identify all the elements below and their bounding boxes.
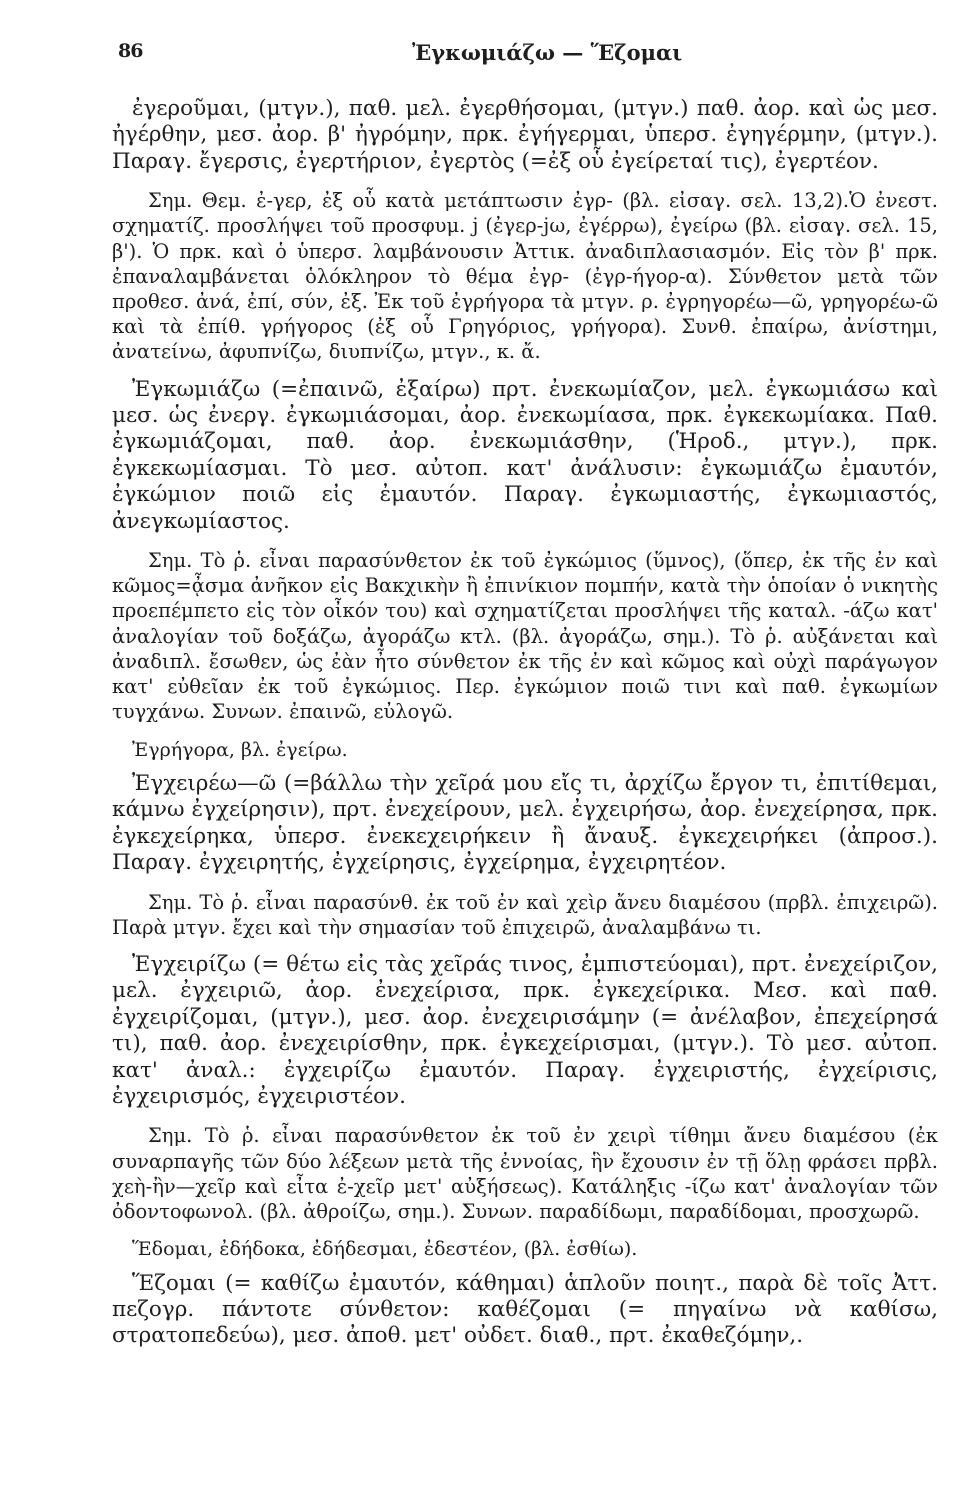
note-egcheirizo: Σημ. Τὸ ῥ. εἶναι παρασύνθετον ἐκ τοῦ ἐν χειρὶ τίθημι ἄνευ διαμέσου (ἐκ συναρπαγῆς τῶν δύο λέξεων μετὰ τῆς ἐννοίας, ἣν ἔχουσιν ἐν τῇ ὅλῃ φράσει πρβλ. χεὴ-ἢν—χεῖρ καὶ εἶτα ἐ-χεῖρ μετ' αὐξήσεως). Κατάληξις -ίζω κατ' ἀναλογίαν τῶν ὀδοντοφωνολ. (βλ. ἀθροίζω, σημ.). Συνων. παραδίδωμι, παραδίδομαι, προσχωρῶ. bbox=[112, 1124, 938, 1223]
entry-egregora: Ἐγρήγορα, βλ. ἐγείρω. bbox=[132, 738, 348, 761]
entry-ezomai: Ἕζομαι (= καθίζω ἐμαυτόν, κάθημαι) ἁπλοῦν ποιητ., παρὰ δὲ τοῖς Ἀττ. πεζογρ. πάντοτε σύνθετον: καθέζομαι (= πηγαίνω νὰ καθίσω, στρατοπεδεύω), μεσ. ἀποθ. μετ' οὐδετ. διαθ., πρτ. ἐκαθεζόμην,. bbox=[112, 1270, 938, 1349]
page-header bbox=[118, 34, 898, 74]
entry-edomai: Ἕδομαι, ἐδήδοκα, ἐδήδεσμαι, ἐδεστέον, (βλ. ἐσθίω). bbox=[132, 1238, 638, 1261]
entry-egcheirizo: Ἐγχειρίζω (= θέτω εἰς τὰς χεῖράς τινος, ἐμπιστεύομαι), πρτ. ἐνεχείριζον, μελ. ἐγχειριῶ, ἀορ. ἐνεχείρισα, πρκ. ἐγκεχείρικα. Μεσ. καὶ παθ. ἐγχειρίζομαι, (μτγν.), μεσ. ἀορ. ἐνεχειρισάμην (= ἀνέλαβον, ἐπεχείρησά τι), παθ. ἀορ. ἐνεχειρίσθην, πρκ. ἐγκεχείρισμαι, (μτγν.). Τὸ μεσ. αὐτοπ. κατ' ἀναλ.: ἐγχειρίζω ἐμαυτόν. Παραγ. ἐγχειριστής, ἐγχείρισις, ἐγχειρισμός, ἐγχειριστέον. bbox=[112, 951, 938, 1109]
page-body bbox=[112, 96, 938, 1363]
note-egkomiazo: Σημ. Τὸ ῥ. εἶναι παρασύνθετον ἐκ τοῦ ἐγκώμιος (ὕμνος), (ὅπερ, ἐκ τῆς ἐν καὶ κῶμος=ᾆσμα ἀνῆκον εἰς Βακχικὴν ἢ ἐπινίκιον πομπήν, κατὰ τὴν ὁποίαν ὁ νικητὴς προεπέμπετο εἰς τὸν οἶκόν του) καὶ σχηματίζεται προσλήψει τῆς καταλ. -άζω κατ' ἀναλογίαν τοῦ δοξάζω, ἀγοράζω κτλ. (βλ. ἀγοράζω, σημ.). Τὸ ῥ. αὐξάνεται καὶ ἀναδιπλ. ἔσωθεν, ὡς ἐὰν ἦτο σύνθετον ἐκ τῆς ἐν καὶ κῶμος καὶ οὐχὶ παράγωγον κατ' εὐθεῖαν ἐκ τοῦ ἐγκώμιος. Περ. ἐγκώμιον ποιῶ τινι καὶ παθ. ἐγκωμίων τυγχάνω. Συνων. ἐπαινῶ, εὐλογῶ. bbox=[112, 549, 938, 724]
running-head: Ἐγκωμιάζω — Ἕζομαι bbox=[412, 40, 683, 65]
entry-continuation: ἐγεροῦμαι, (μτγν.), παθ. μελ. ἐγερθήσομαι, (μτγν.) παθ. ἀορ. καὶ ὡς μεσ. ἠγέρθην, μεσ. ἀορ. β' ἠγρόμην, πρκ. ἐγήγερμαι, ὑπερσ. ἐγηγέρμην, (μτγν.). Παραγ. ἔγερσις, ἐγερτήριον, ἐγερτὸς (=ἐξ οὗ ἐγείρεταί τις), ἐγερτέον. bbox=[112, 96, 938, 174]
note-egeiro: Σημ. Θεμ. ἐ-γερ, ἐξ οὗ κατὰ μετάπτωσιν ἐγρ- (βλ. εἰσαγ. σελ. 13,2).Ὁ ἐνεστ. σχηματίζ. προσλήψει τοῦ προσφυμ. j (ἐγερ-jω, ἐγέρρω), ἐγείρω (βλ. εἰσαγ. σελ. 15, β'). Ὁ πρκ. καὶ ὁ ὑπερσ. λαμβάνουσιν Ἀττικ. ἀναδιπλασιασμόν. Εἰς τὸν β' πρκ. ἐπαναλαμβάνεται ὁλόκληρον τὸ θέμα ἐγρ- (ἐγρ-ήγορ-α). Σύνθετον μετὰ τῶν προθεσ. ἀνά, ἐπί, σύν, ἐξ. Ἐκ τοῦ ἐγρήγορα τὰ μτγν. ρ. ἐγρηγορέω—ῶ, γρηγορέω-ῶ καὶ τὰ ἐπίθ. γρήγορος (ἐξ οὗ Γρηγόριος, γρήγορα). Συνθ. ἐπαίρω, ἀνίστημι, ἀνατείνω, ἀφυπνίζω, διυπνίζω, μτγν., κ. ἄ. bbox=[112, 189, 938, 364]
note-egcheireo: Σημ. Τὸ ῥ. εἶναι παρασύνθ. ἐκ τοῦ ἐν καὶ χεὶρ ἄνευ διαμέσου (πρβλ. ἐπιχειρῶ). Παρὰ μτγν. ἔχει καὶ τὴν σημασίαν τοῦ ἐπιχειρῶ, ἀναλαμβάνω τι. bbox=[112, 890, 938, 939]
page-number: 86 bbox=[118, 40, 143, 62]
entry-egcheireo: Ἐγχειρέω—ῶ (=βάλλω τὴν χεῖρά μου εἴς τι, ἀρχίζω ἔργον τι, ἐπιτίθεμαι, κάμνω ἐγχείρησιν), πρτ. ἐνεχείρουν, μελ. ἐγχειρήσω, ἀορ. ἐνεχείρησα, πρκ. ἐγκεχείρηκα, ὑπερσ. ἐνεκεχειρήκειν ἢ ἄναυξ. ἐγκεχειρήκει (ἀπροσ.). Παραγ. ἐγχειρητής, ἐγχείρησις, ἐγχείρημα, ἐγχειρητέον. bbox=[112, 770, 938, 876]
entry-egkomiazo: Ἐγκωμιάζω (=ἐπαινῶ, ἐξαίρω) πρτ. ἐνεκωμίαζον, μελ. ἐγκωμιάσω καὶ μεσ. ὡς ἐνεργ. ἐγκωμιάσομαι, ἀορ. ἐνεκωμίασα, πρκ. ἐγκεκωμίακα. Παθ. ἐγκωμιάζομαι, παθ. ἀορ. ἐνεκωμιάσθην, (Ἡροδ., μτγν.), πρκ. ἐγκεκωμίασμαι. Τὸ μεσ. αὐτοπ. κατ' ἀνάλυσιν: ἐγκωμιάζω ἐμαυτόν, ἐγκώμιον ποιῶ εἰς ἐμαυτόν. Παραγ. ἐγκωμιαστής, ἐγκωμιαστός, ἀνεγκωμίαστος. bbox=[112, 376, 938, 534]
